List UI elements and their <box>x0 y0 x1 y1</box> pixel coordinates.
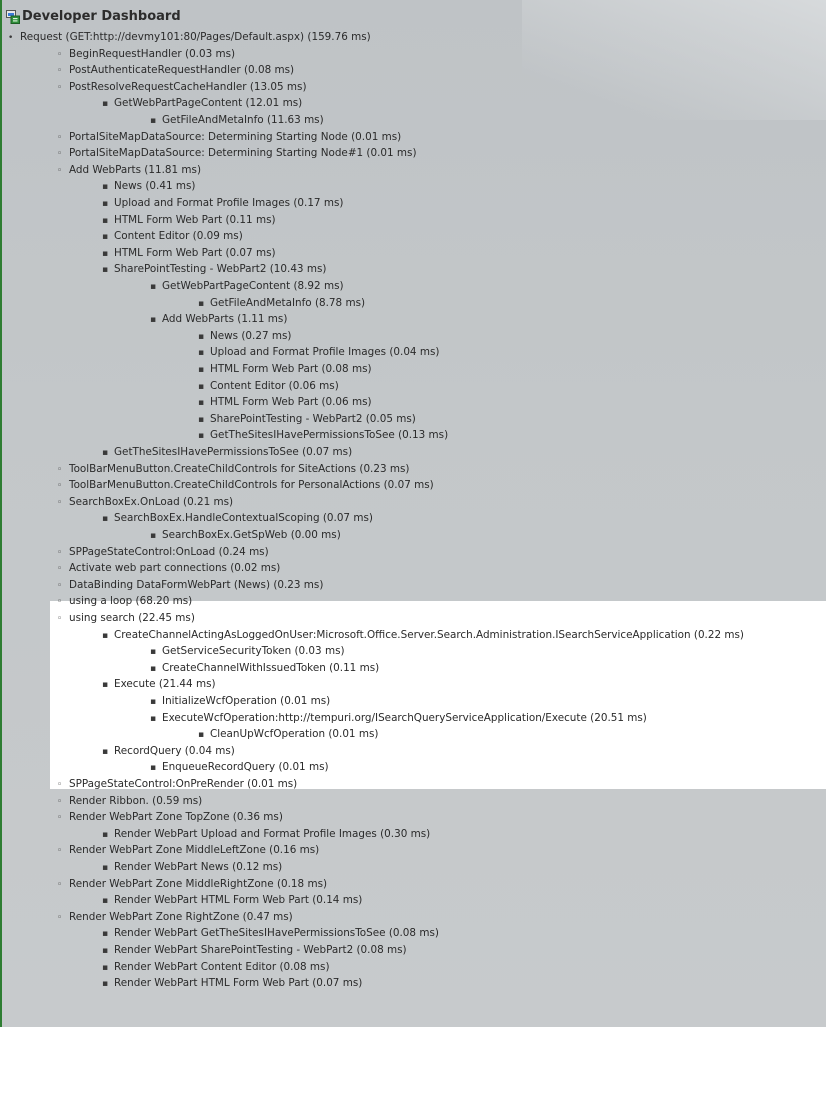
tree-node <box>150 693 330 710</box>
dashboard-title: Developer Dashboard <box>22 8 181 24</box>
tree-node <box>198 726 378 743</box>
bullet-icon: ▪ <box>150 531 157 541</box>
tree-node <box>57 809 283 826</box>
bullet-icon: ▪ <box>198 348 205 359</box>
bullet-icon: ▪ <box>102 265 109 276</box>
tree-node <box>198 295 365 312</box>
tree-node-label: SearchBoxEx.HandleContextualScoping (0.07 ms) <box>114 512 373 525</box>
bullet-icon: ◦ <box>57 464 63 475</box>
tree-node-label: CreateChannelWithIssuedToken (0.11 ms) <box>162 661 380 674</box>
tree-node <box>150 643 345 660</box>
tree-node-label: Upload and Format Profile Images (0.04 ms) <box>210 346 440 359</box>
bullet-icon: ▪ <box>102 829 109 840</box>
bullet-icon: ◦ <box>57 580 63 591</box>
tree-node <box>102 826 430 843</box>
tree-node-label: GetWebPartPageContent (12.01 ms) <box>114 97 303 110</box>
tree-node <box>198 328 291 345</box>
tree-node <box>102 743 235 760</box>
bullet-icon: ◦ <box>57 846 63 857</box>
tree-node-label: Activate web part connections (0.02 ms) <box>69 562 281 575</box>
tree-node-label: Upload and Format Profile Images (0.17 ms) <box>114 197 344 209</box>
tree-node <box>102 959 330 976</box>
tree-node <box>198 427 448 444</box>
tree-node-label: HTML Form Web Part (0.11 ms) <box>114 213 276 226</box>
tree-node <box>57 79 307 96</box>
bullet-icon: ▪ <box>198 365 205 375</box>
bullet-icon: ▪ <box>150 697 157 707</box>
tree-node-label: Content Editor (0.09 ms) <box>114 230 243 243</box>
bullet-icon: ◦ <box>57 149 63 160</box>
tree-node <box>102 925 439 942</box>
tree-node-label: Render WebPart HTML Form Web Part (0.07 ms) <box>114 977 363 990</box>
bullet-icon: ◦ <box>57 564 63 575</box>
tree-node <box>57 62 294 79</box>
bullet-icon: ▪ <box>150 315 157 326</box>
bullet-icon: ▪ <box>198 431 205 442</box>
tree-node-label: ExecuteWcfOperation:http://tempuri.org/ISearchQueryServiceApplication/Execute (20.51 ms) <box>162 711 647 724</box>
tree-node <box>150 311 287 328</box>
bullet-icon: ◦ <box>57 597 63 608</box>
bullet-icon: ▪ <box>102 448 109 458</box>
tree-node <box>102 228 243 245</box>
tree-node-label: Render WebPart Zone MiddleRightZone (0.18 ms) <box>69 877 328 890</box>
tree-node-label: Render WebPart HTML Form Web Part (0.14 ms) <box>114 894 363 907</box>
tree-node-label: GetFileAndMetaInfo (11.63 ms) <box>162 114 324 126</box>
tree-node <box>57 876 327 893</box>
tree-node <box>57 494 233 511</box>
bullet-icon: ◦ <box>57 912 63 923</box>
tree-node <box>198 378 339 395</box>
bullet-icon: ▪ <box>150 713 157 724</box>
dashboard-header <box>6 7 181 25</box>
tree-node-label: Render Ribbon. (0.59 ms) <box>69 794 203 807</box>
tree-node <box>198 394 372 411</box>
tree-node-label: SharePointTesting - WebPart2 (10.43 ms) <box>114 263 327 276</box>
tree-node-label: PostAuthenticateRequestHandler (0.08 ms) <box>69 64 295 77</box>
bullet-icon: ◦ <box>57 614 63 624</box>
bullet-icon: ▪ <box>150 116 157 126</box>
tree-node <box>102 95 302 112</box>
tree-node <box>102 195 343 212</box>
tree-node-label: SearchBoxEx.GetSpWeb (0.00 ms) <box>162 529 341 541</box>
bullet-icon: ▪ <box>102 896 109 907</box>
tree-node <box>198 411 416 428</box>
bullet-icon: ◦ <box>57 780 63 790</box>
tree-node <box>150 710 647 727</box>
tree-node <box>57 162 201 179</box>
tree-node-label: InitializeWcfOperation (0.01 ms) <box>162 695 331 707</box>
bullet-icon: ▪ <box>102 946 109 956</box>
tree-node <box>102 178 195 195</box>
tree-node-label: Add WebParts (1.11 ms) <box>162 313 288 326</box>
tree-node-label: ToolBarMenuButton.CreateChildControls for PersonalActions (0.07 ms) <box>69 479 434 492</box>
tree-node-label: GetWebPartPageContent (8.92 ms) <box>162 280 344 292</box>
tree-node-label: Execute (21.44 ms) <box>114 678 216 691</box>
tree-node <box>102 942 407 959</box>
tree-node <box>198 344 439 361</box>
tree-node-label: GetTheSitesIHavePermissionsToSee (0.13 ms) <box>210 429 449 442</box>
bullet-icon: ▪ <box>102 746 109 757</box>
tree-node-label: Render WebPart Content Editor (0.08 ms) <box>114 960 330 973</box>
bullet-icon: ▪ <box>150 663 157 674</box>
tree-node-label: Render WebPart Zone MiddleLeftZone (0.16 ms) <box>69 844 320 857</box>
tree-node-label: ToolBarMenuButton.CreateChildControls for SiteActions (0.23 ms) <box>69 462 410 475</box>
bullet-icon: ▪ <box>150 282 157 292</box>
tree-node <box>57 776 297 793</box>
tree-node <box>102 510 373 527</box>
bullet-icon: ◦ <box>57 497 63 508</box>
tree-node <box>57 544 269 561</box>
tree-node-label: Render WebPart Zone TopZone (0.36 ms) <box>69 811 283 824</box>
tree-node-label: SPPageStateControl:OnLoad (0.24 ms) <box>69 545 269 558</box>
tree-node-label: Content Editor (0.06 ms) <box>210 379 339 392</box>
bullet-icon: ◦ <box>57 66 63 77</box>
tree-node-label: using a loop (68.20 ms) <box>69 595 193 608</box>
tree-node <box>57 842 319 859</box>
tree-node <box>8 29 371 46</box>
tree-node-label: SharePointTesting - WebPart2 (0.05 ms) <box>210 412 416 425</box>
tree-node <box>102 975 362 992</box>
tree-node <box>102 676 216 693</box>
tree-node <box>102 444 352 461</box>
tree-node <box>150 759 329 776</box>
bullet-icon: ▪ <box>198 381 205 392</box>
tree-node-label: PostResolveRequestCacheHandler (13.05 ms) <box>69 80 307 93</box>
bullet-icon: ▪ <box>198 398 205 409</box>
tree-node-label: GetFileAndMetaInfo (8.78 ms) <box>210 296 366 309</box>
bullet-icon: ◦ <box>57 165 63 176</box>
tree-node-label: HTML Form Web Part (0.06 ms) <box>210 396 372 409</box>
bullet-icon: ▪ <box>102 630 109 641</box>
tree-node-label: Render WebPart SharePointTesting - WebPart2 (0.08 ms) <box>114 944 407 956</box>
tree-node <box>57 577 323 594</box>
tree-node-label: using search (22.45 ms) <box>69 612 195 624</box>
bullet-icon: ▪ <box>102 514 109 525</box>
bullet-icon: ▪ <box>150 647 157 658</box>
tree-node <box>150 527 341 544</box>
tree-node <box>150 278 344 295</box>
bullet-icon: ◦ <box>57 481 63 492</box>
bullet-icon: ▪ <box>198 730 205 741</box>
bullet-icon: ▪ <box>102 929 109 940</box>
bullet-icon: ▪ <box>102 962 109 973</box>
bullet-icon: ▪ <box>102 248 109 259</box>
bullet-icon: • <box>8 33 14 43</box>
tree-node-label: Render WebPart News (0.12 ms) <box>114 861 283 873</box>
dashboard-icon[interactable] <box>6 9 20 23</box>
tree-node <box>102 212 276 229</box>
tree-node <box>57 461 409 478</box>
tree-node-label: GetServiceSecurityToken (0.03 ms) <box>162 645 345 658</box>
tree-node <box>102 892 362 909</box>
bullet-icon: ▪ <box>102 182 109 193</box>
bullet-icon: ▪ <box>102 863 109 873</box>
bullet-icon: ▪ <box>198 414 205 425</box>
tree-node <box>57 593 192 610</box>
bullet-icon: ▪ <box>102 232 109 243</box>
bullet-icon: ◦ <box>57 796 63 807</box>
bullet-icon: ▪ <box>102 199 109 209</box>
tree-node-label: HTML Form Web Part (0.08 ms) <box>210 363 372 375</box>
tree-node-label: Add WebParts (11.81 ms) <box>69 163 201 176</box>
tree-node-label: PortalSiteMapDataSource: Determining Starting Node (0.01 ms) <box>69 130 402 143</box>
tree-node-label: Request (GET:http://devmy101:80/Pages/Default.aspx) (159.76 ms) <box>20 31 371 43</box>
bullet-icon: ◦ <box>57 82 63 93</box>
bullet-icon: ◦ <box>57 547 63 558</box>
tree-node-label: Render WebPart Zone RightZone (0.47 ms) <box>69 910 293 923</box>
tree-node <box>57 793 202 810</box>
tree-node-label: DataBinding DataFormWebPart (News) (0.23 ms) <box>69 578 324 591</box>
tree-node-label: SearchBoxEx.OnLoad (0.21 ms) <box>69 495 234 508</box>
bullet-icon: ▪ <box>102 680 109 691</box>
tree-node <box>150 660 379 677</box>
tree-node <box>57 560 280 577</box>
bullet-icon: ◦ <box>57 49 63 60</box>
tree-node-label: PortalSiteMapDataSource: Determining Starting Node#1 (0.01 ms) <box>69 147 417 160</box>
tree-node-label: CleanUpWcfOperation (0.01 ms) <box>210 728 379 741</box>
tree-node-label: News (0.41 ms) <box>114 180 196 193</box>
bullet-icon: ▪ <box>102 979 109 990</box>
background-decoration <box>522 0 826 120</box>
tree-node-label: BeginRequestHandler (0.03 ms) <box>69 47 236 60</box>
bullet-icon: ▪ <box>198 331 205 342</box>
bullet-icon: ◦ <box>57 132 63 143</box>
tree-node-label: GetTheSitesIHavePermissionsToSee (0.07 ms) <box>114 446 353 458</box>
tree-node <box>102 627 744 644</box>
tree-node-label: EnqueueRecordQuery (0.01 ms) <box>162 761 329 774</box>
tree-node <box>102 245 276 262</box>
bullet-icon: ◦ <box>57 813 63 824</box>
tree-node <box>57 477 434 494</box>
bullet-icon: ▪ <box>198 298 205 309</box>
tree-node <box>57 145 417 162</box>
tree-node <box>57 909 293 926</box>
tree-node <box>57 610 195 627</box>
tree-node-label: Render WebPart GetTheSitesIHavePermissionsToSee (0.08 ms) <box>114 927 439 940</box>
tree-node <box>198 361 372 378</box>
tree-node-label: HTML Form Web Part (0.07 ms) <box>114 246 276 259</box>
tree-node <box>150 112 324 129</box>
tree-node <box>102 261 326 278</box>
bullet-icon: ◦ <box>57 879 63 890</box>
bullet-icon: ▪ <box>150 763 157 774</box>
tree-node-label: SPPageStateControl:OnPreRender (0.01 ms) <box>69 778 298 790</box>
tree-node-label: RecordQuery (0.04 ms) <box>114 744 235 757</box>
tree-node <box>102 859 282 876</box>
tree-node-label: Render WebPart Upload and Format Profile Images (0.30 ms) <box>114 827 431 840</box>
tree-node-label: News (0.27 ms) <box>210 329 292 342</box>
bullet-icon: ▪ <box>102 99 109 110</box>
tree-node <box>57 46 235 63</box>
tree-node-label: CreateChannelActingAsLoggedOnUser:Microsoft.Office.Server.Search.Administration.ISearchServiceApplication (0.22 ms) <box>114 628 744 641</box>
tree-node <box>57 129 401 146</box>
bullet-icon: ▪ <box>102 215 109 226</box>
